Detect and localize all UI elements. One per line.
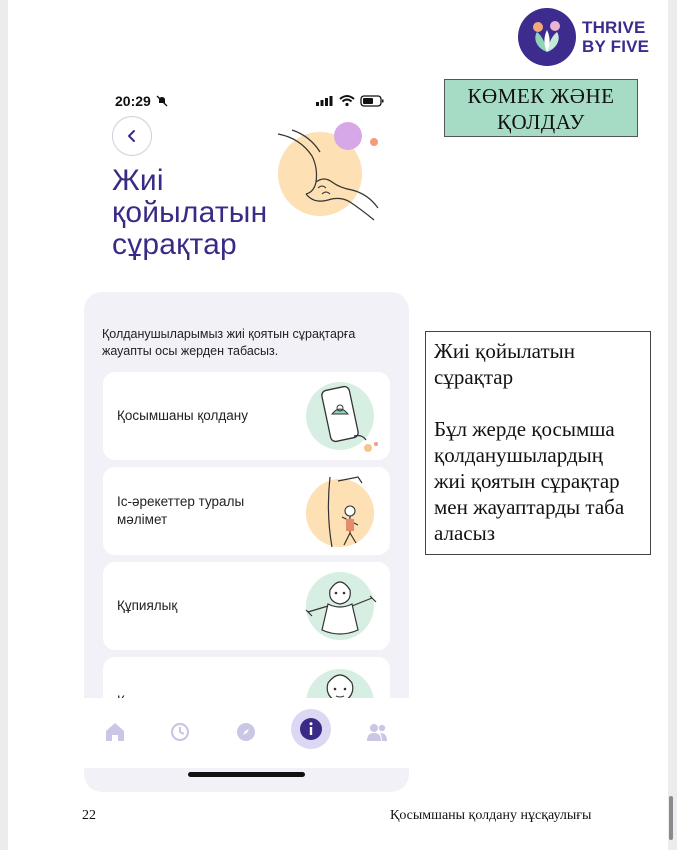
climbing-child-icon — [302, 473, 378, 549]
info-icon[interactable] — [291, 709, 331, 749]
desc-line: аласыз — [434, 521, 496, 545]
footer-doc-title: Қосымшаны қолдану нұсқаулығы — [390, 808, 592, 823]
banner-line-2: ҚОЛДАУ — [497, 110, 585, 134]
desc-line: Жиі қойылатын — [434, 339, 575, 363]
title-line-3: сұрақтар — [112, 228, 237, 261]
bottom-navigation — [84, 698, 411, 768]
home-indicator — [188, 772, 305, 777]
faq-item-app-usage[interactable] — [103, 372, 390, 460]
history-icon[interactable] — [163, 715, 197, 749]
desc-line: мен жауаптарды таба — [434, 495, 625, 519]
description-box — [425, 331, 651, 555]
status-bar-icons — [316, 94, 384, 108]
faq-item-privacy[interactable] — [103, 562, 390, 650]
faq-item-label: Қосымшаны қолдану — [117, 408, 248, 423]
help-support-banner — [444, 79, 638, 137]
logo-line-2: BY FIVE — [582, 37, 650, 56]
logo-text — [582, 18, 649, 56]
scrollbar-thumb[interactable] — [669, 796, 673, 840]
desc-line: жиі қоятын сұрақтар — [434, 469, 620, 493]
compass-icon[interactable] — [229, 715, 263, 749]
page-number: 22 — [82, 808, 96, 823]
phone-screenshot — [84, 80, 411, 790]
page-margin-left — [0, 0, 8, 850]
faq-item-activities-info[interactable] — [103, 467, 390, 555]
status-time: 20:29 — [115, 93, 151, 109]
logo-line-1: THRIVE — [582, 18, 646, 37]
chevron-left-icon — [125, 129, 139, 143]
faq-intro-text: Қолданушыларымыз жиі қоятын сұрақтарға жауапты осы жерден табасыз. — [102, 327, 356, 358]
desc-line: сұрақтар — [434, 365, 514, 389]
home-icon[interactable] — [98, 715, 132, 749]
silent-bell-icon — [156, 95, 168, 107]
faq-item-label: Іс-әрекеттер туралы мәлімет — [117, 494, 245, 527]
scrollbar-track[interactable] — [668, 0, 677, 850]
title-line-1: Жиі — [112, 164, 164, 197]
people-icon[interactable] — [360, 715, 394, 749]
back-button[interactable] — [112, 116, 152, 156]
title-line-2: қойылатын — [112, 196, 268, 229]
hooded-child-icon — [302, 568, 378, 644]
faq-item-label: Құпиялық — [117, 598, 178, 613]
logo-mark-icon — [518, 8, 576, 66]
banner-line-1: КӨМЕК ЖӘНЕ — [467, 84, 615, 108]
hands-illustration — [270, 116, 390, 226]
desc-line: қолданушылардың — [434, 443, 603, 467]
phone-hand-icon — [302, 378, 378, 454]
thrive-by-five-logo — [518, 8, 649, 66]
desc-line: Бұл жерде қосымша — [434, 417, 615, 441]
